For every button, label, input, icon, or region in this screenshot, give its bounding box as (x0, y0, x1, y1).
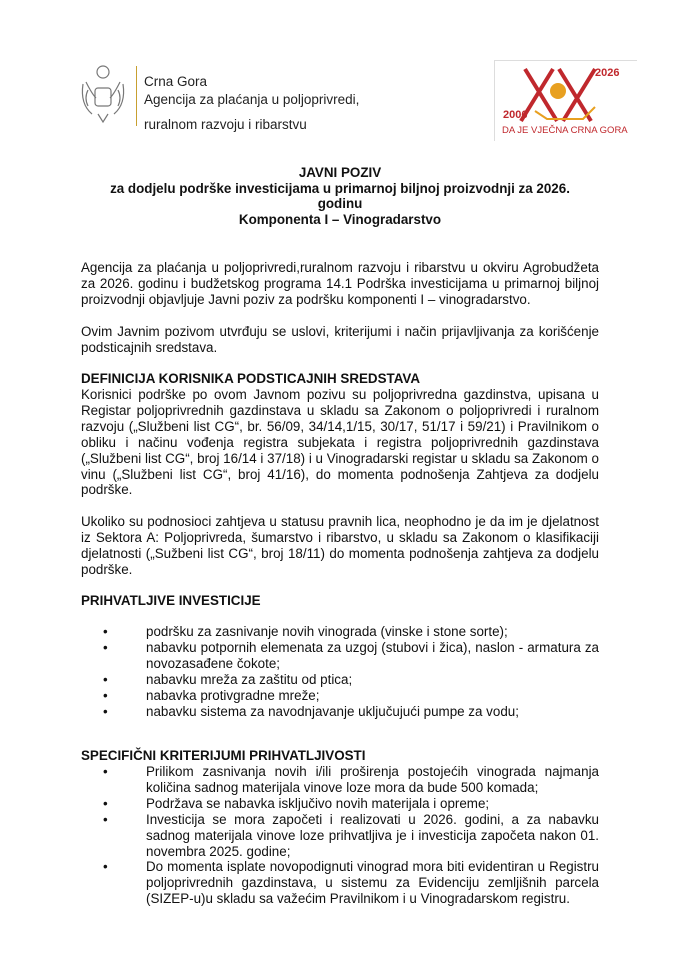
intro-paragraph-1: Agencija za plaćanja u poljoprivredi,ruralnom razvoju i ribarstvu u okviru Agrobudžeta za 2026. godinu i budžetskog programa 14.1 Podrška investicijama u primarnoj biljnoj proizvodnji objavljuje Javni poziv za podršku komponenti I – vinogradarstvo. (81, 260, 599, 307)
list-item: • Prilikom zasnivanja novih i/ili proširenja postojećih vinograda najmanja količina sadnog materijala vinove loze mora da bude 500 komada; (81, 764, 599, 796)
title-component: Komponenta I – Vinogradarstvo (238, 211, 442, 227)
prihvatljive-list (81, 624, 599, 719)
definicija-paragraph-1: Korisnici podrške po ovom Javnom pozivu su poljoprivredna gazdinstva, upisana u Registar poljoprivrednih gazdinstava u skladu sa Zakonom o poljoprivredi i ruralnom razvoju („Službeni list CG“, br. 56/09, 34/14,1/15, 30/17, 51/17 i 59/21) i Pravilnikom o obliku i načinu vođenja registra subjekata i registra poljoprivrednih gazdinstava („Službeni list CG“, broj 16/14 i 37/18) i u Vinogradarski registar u skladu sa Zakonom o vinu („Službeni list CG“, broj 41/16), do momenta podnošenja Zahtjeva za dodjelu podrške. (81, 387, 599, 498)
kriterijumi-list (81, 764, 599, 907)
intro-paragraph-2: Ovim Javnim pozivom utvrđuju se uslovi, kriterijumi i način prijavljivanja za korišćenje podsticajnih sredstava. (81, 324, 599, 355)
list-item: • nabavku mreža za zaštitu od ptica; (81, 672, 599, 688)
title-line2: za dodjelu podrške investicijama u primarnoj biljnoj proizvodnji za 2026. (110, 180, 570, 196)
header-agency-cont: ruralnom razvoju i ribarstvu (144, 117, 307, 132)
section-heading-prihvatljive: PRIHVATLJIVE INVESTICIJE (81, 593, 261, 608)
header-agency: Agencija za plaćanja u poljoprivredi, (144, 92, 360, 107)
list-item: • nabavku potpornih elemenata za uzgoj (stubovi i žica), naslon - armatura za novozasađene čokote; (81, 640, 599, 672)
list-item: • Podržava se nabavka isključivo novih materijala i opreme; (81, 796, 599, 812)
document-title (60, 165, 620, 227)
definicija-paragraph-2: Ukoliko su podnosioci zahtjeva u statusu pravnih lica, neophodno je da im je djelatnost iz Sektora A: Poljoprivreda, šumarstvo i ribarstvo, u skladu sa Zakonom o klasifikaciji djelatnosti („Sužbeni list CG“, broj 18/11) do momenta podnošenja zahtjeva za dodjelu podrške. (81, 514, 599, 577)
list-item: • podršku za zasnivanje novih vinograda (vinske i stone sorte); (81, 624, 599, 640)
list-item: • Investicija se mora započeti i realizovati u 2026. godini, a za nabavku sadnog materijala vinove loze prihvatljiva je i investicija započeta nakon 01. novembra 2025. godine; (81, 812, 599, 860)
independence-logo (494, 60, 637, 141)
logo-year-right: 2026 (595, 67, 620, 79)
list-item: • nabavku sistema za navodnjavanje uključujući pumpe za vodu; (81, 704, 599, 720)
header-country: Crna Gora (144, 74, 208, 89)
section-heading-definicija: DEFINICIJA KORISNIKA PODSTICAJNIH SREDSTAVA (81, 371, 421, 386)
logo-year-left: 2006 (503, 109, 528, 121)
list-item: • Do momenta isplate novopodignuti vinograd mora biti evidentiran u Registru poljoprivrednih gazdinstava, u sistemu za Evidenciju zemljišnih parcela (SIZEP-u)u skladu sa važećim Pravilnikom i u Vinogradarskom registru. (81, 859, 599, 907)
list-item: • nabavka protivgradne mreže; (81, 688, 599, 704)
coat-of-arms-icon (78, 64, 128, 126)
section-heading-kriterijumi: SPECIFIČNI KRITERIJUMI PRIHVATLJIVOSTI (81, 748, 366, 763)
logo-slogan: DA JE VJEČNA CRNA GORA (502, 125, 628, 136)
title-main: JAVNI POZIV (298, 165, 382, 180)
title-line3: godinu (317, 196, 363, 212)
header-divider (136, 66, 137, 126)
